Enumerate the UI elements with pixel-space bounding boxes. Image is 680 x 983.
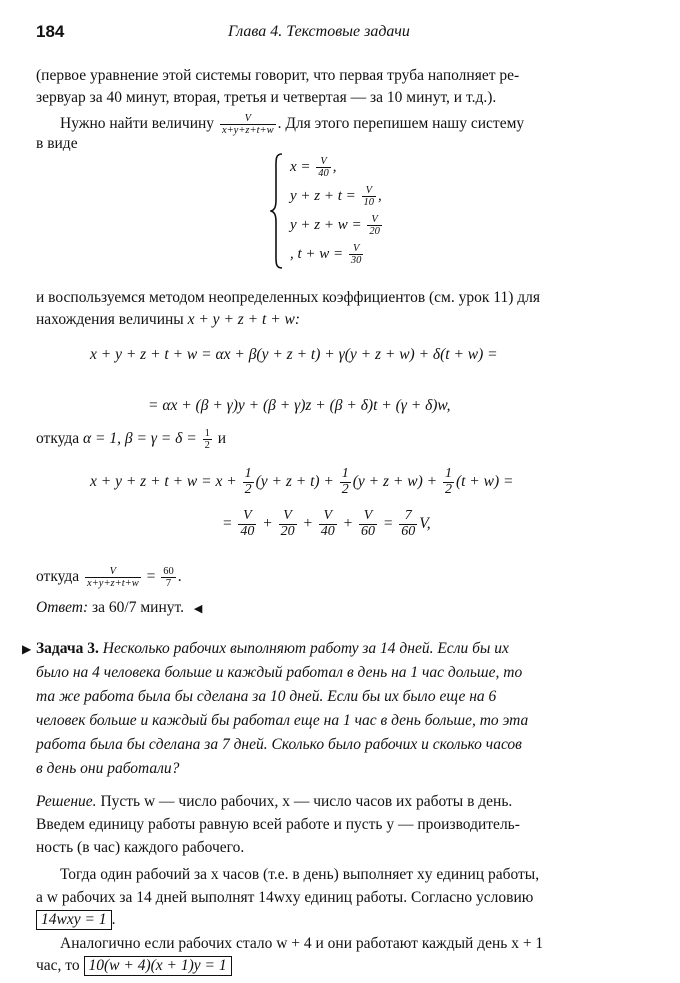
solution-line: Аналогично если рабочих стало w + 4 и они работают каждый день x + 1 — [60, 935, 544, 952]
solution-line: а w рабочих за 14 дней выполнят 14wxy единиц работы. Согласно условию — [36, 889, 534, 906]
solution-line: Тогда один рабочий за x часов (т.е. в день) выполняет xy единиц работы, — [60, 866, 540, 883]
target-fraction: $\frac{V}{x+y+z+t+w}$ — [221, 113, 274, 137]
equation: x + y + z + t + w = αx + β(y + z + t) + γ(y + z + w) + δ(t + w) = — [90, 346, 498, 363]
text-line: (первое уравнение этой системы говорит, что первая труба наполняет ре- — [36, 67, 520, 84]
task-line: та же работа была бы сделана за 10 дней. Если бы их было еще на 6 — [36, 688, 497, 705]
system-row: y + z + w = $\frac{V}{20}$ — [290, 214, 380, 238]
solution-line: Решение. Пусть w — число рабочих, x — число часов их работы в день. — [36, 793, 513, 810]
chapter-title: Глава 4. Текстовые задачи — [228, 23, 410, 40]
page-number: 184 — [36, 22, 65, 41]
boxed-equation-line: 14wxy = 1 . — [36, 910, 115, 930]
text-line: зервуар за 40 минут, вторая, третья и четвертая — за 10 минут, и т.д.). — [36, 89, 497, 106]
equation-sum: = $\frac{V}{40}$ + $\frac{V}{20}$ + $\frac{V}{40}$ + $\frac{V}{60}$ = $\frac{7}{60}$ V, — [222, 508, 431, 539]
task-line: в день они работали? — [36, 760, 180, 777]
boxed-equation-line: час, то 10(w + 4)(x + 1)y = 1 — [36, 956, 232, 976]
text-line: в виде — [36, 135, 78, 152]
equation-expanded: x + y + z + t + w = x + $\frac{1}{2}$ (y + z + t) + $\frac{1}{2}$ (y + z + w) + $\frac{1}{2}$ (t + w) = — [90, 466, 514, 497]
task-line: работа была бы сделана за 7 дней. Сколько было рабочих и сколько часов — [36, 736, 522, 753]
system-row: x = $\frac{V}{40}$ , — [290, 156, 337, 180]
answer-line: Ответ: за 60/7 минут. ◀ — [36, 599, 203, 616]
system-row: y + z + t = $\frac{V}{10}$ , — [290, 185, 382, 209]
equation: = αx + (β + γ)y + (β + γ)z + (β + δ)t + (γ + δ)w, — [148, 397, 451, 414]
text-line: и воспользуемся методом неопределенных коэффициентов (см. урок 11) для — [36, 289, 540, 306]
solution-line: ность (в час) каждого рабочего. — [36, 839, 245, 856]
equation-system — [270, 152, 430, 272]
task-line: Задача 3. Несколько рабочих выполняют работу за 14 дней. Если бы их — [36, 640, 509, 657]
solution-line: Введем единицу работы равную всей работе и пусть y — производитель- — [36, 816, 520, 833]
system-row: , t + w = $\frac{V}{30}$ — [290, 243, 362, 267]
task-marker-icon: ▶ — [22, 642, 32, 656]
otkuda-line: откуда α = 1, β = γ = δ = $\frac{1}{2}$ и — [36, 428, 226, 452]
find-value-line: Нужно найти величину $\frac{V}{x+y+z+t+w}$ . Для этого перепишем нашу систему — [60, 113, 525, 137]
boxed-equation: 10(w + 4)(x + 1)y = 1 — [84, 956, 232, 976]
boxed-equation: 14wxy = 1 — [36, 910, 112, 930]
otkuda-result-line: откуда $\frac{V}{x+y+z+t+w}$ = $\frac{60}{7}$ . — [36, 566, 182, 590]
end-of-solution-icon: ◀ — [193, 603, 203, 615]
curly-brace-icon — [270, 152, 284, 270]
text-line: нахождения величины x + y + z + t + w: — [36, 311, 301, 328]
task-line: человек больше и каждый бы работал еще на 1 час в день больше, то эта — [36, 712, 529, 729]
task-line: было на 4 человека больше и каждый работал в день на 1 час дольше, то — [36, 664, 523, 681]
